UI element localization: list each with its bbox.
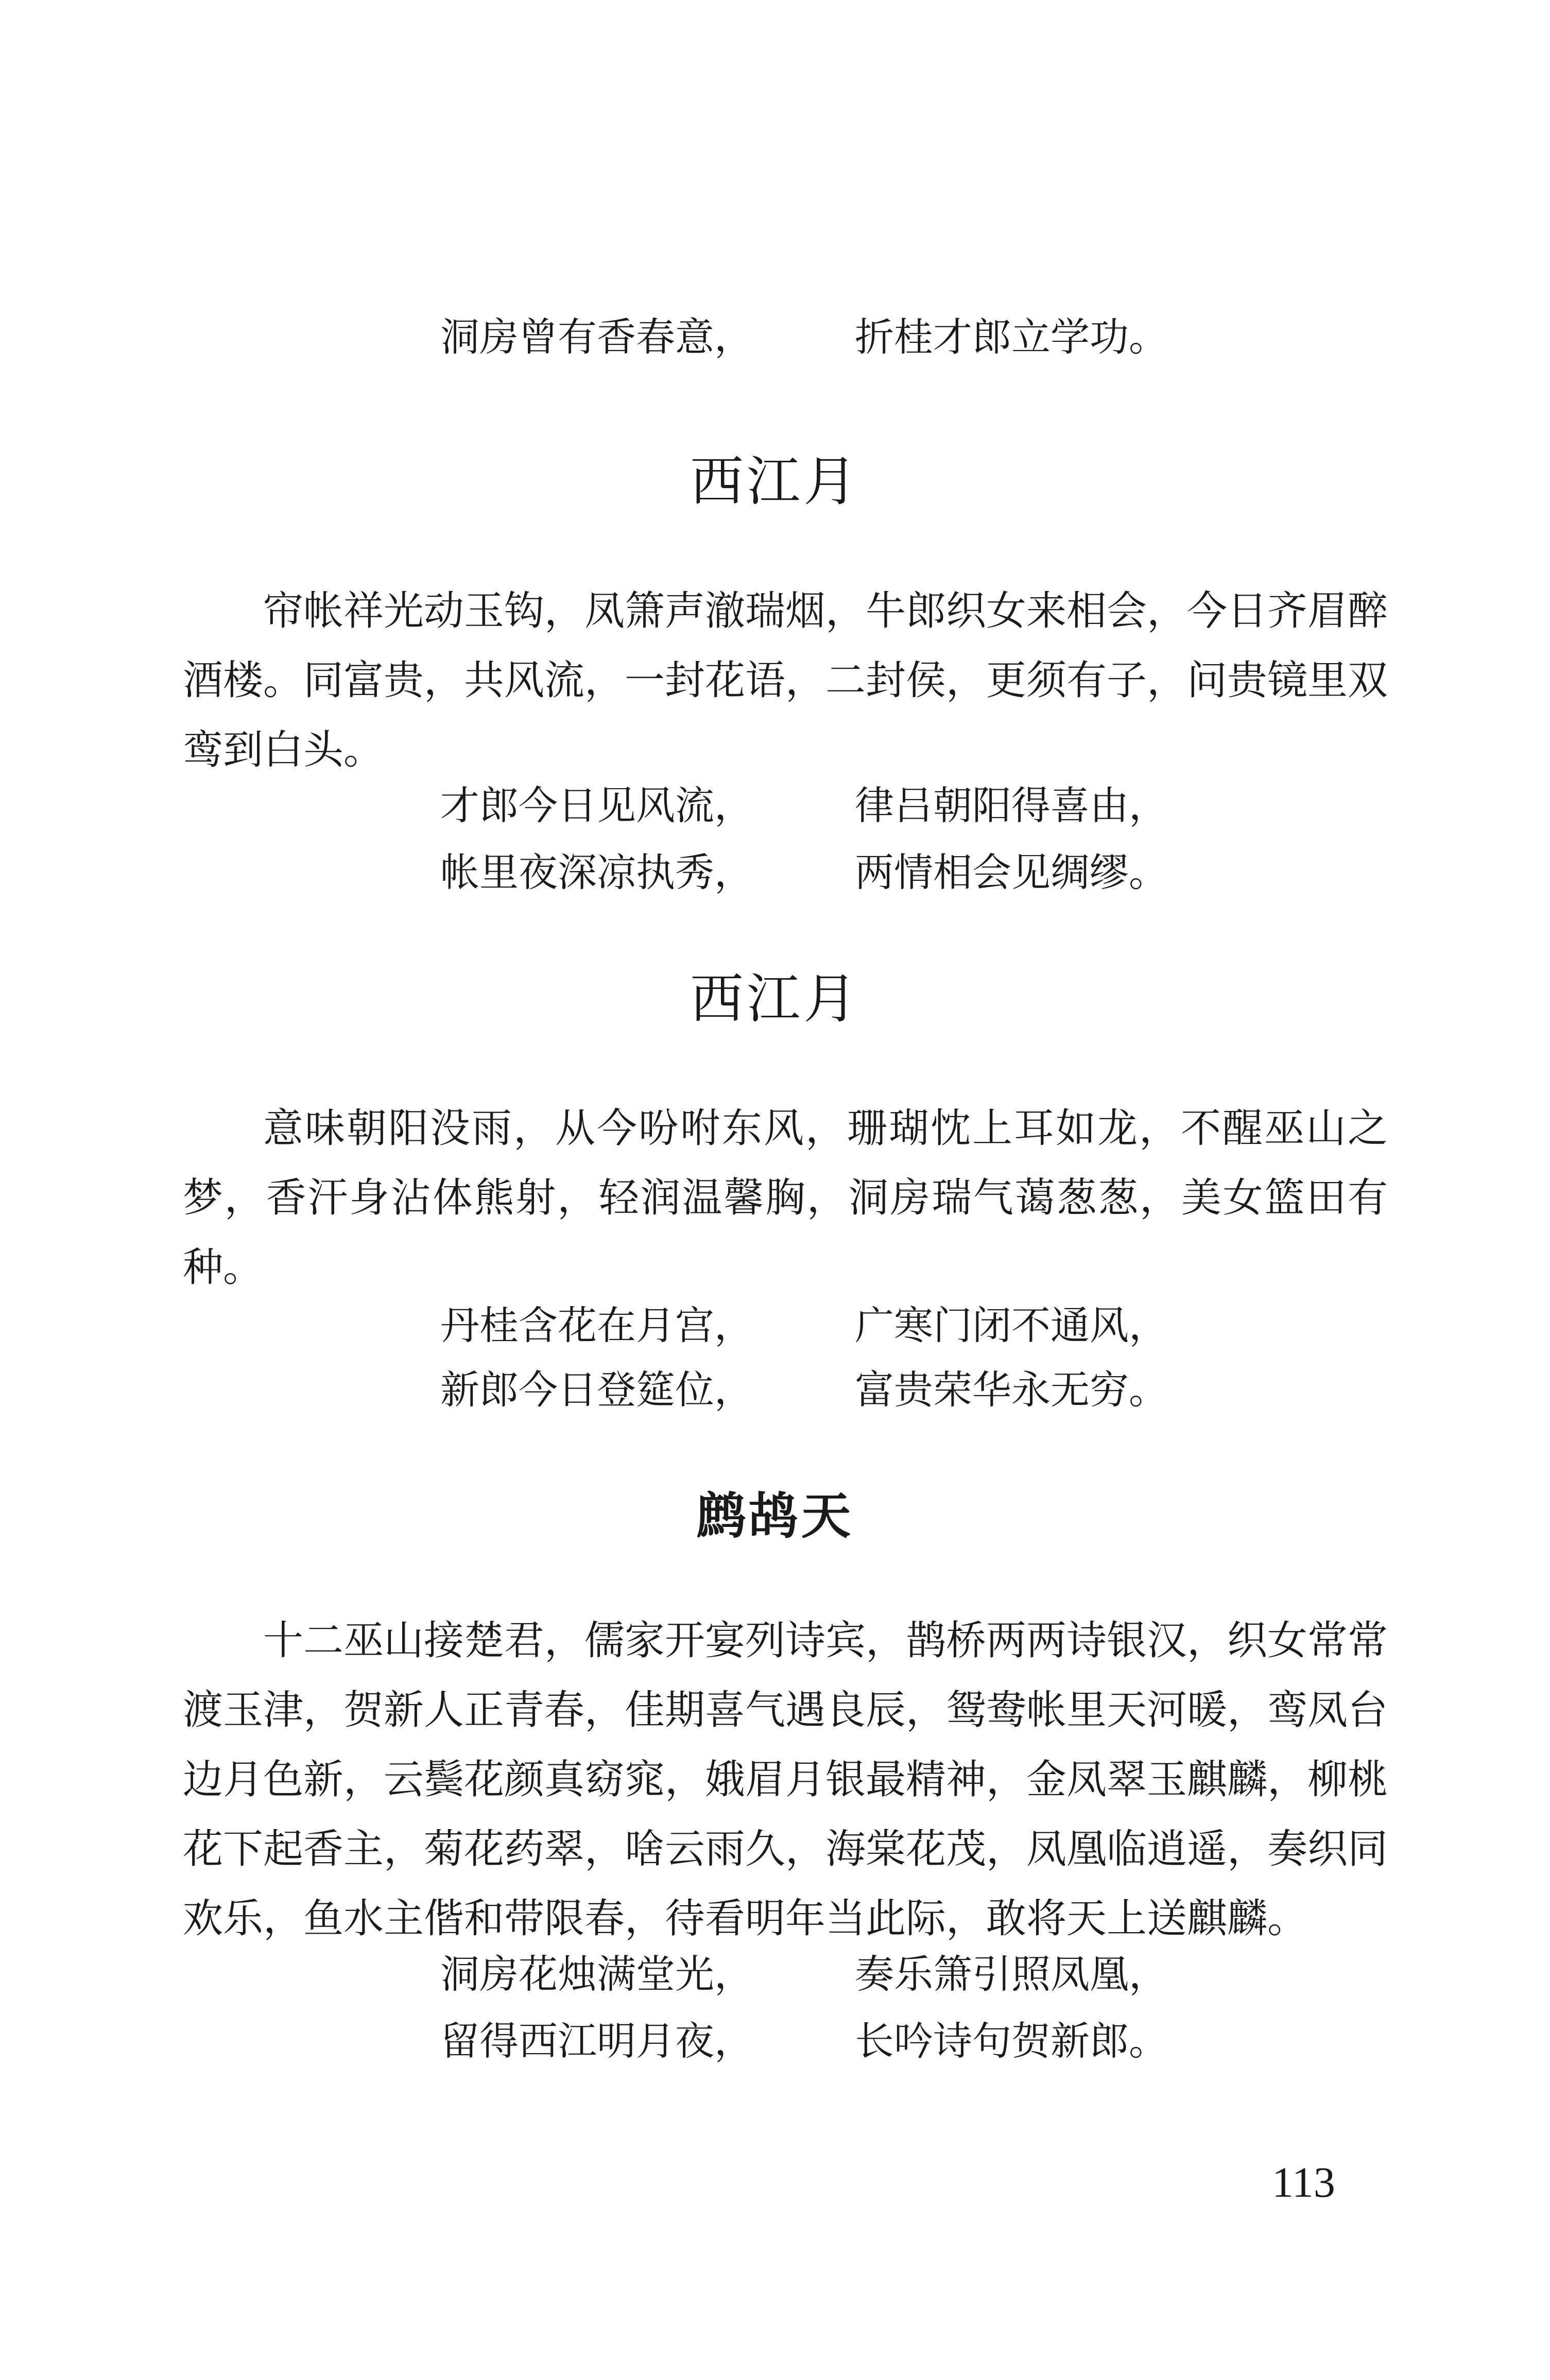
page-number: 113 xyxy=(1272,2159,1335,2207)
couplet-right: 折桂才郎立学功。 xyxy=(855,314,1168,360)
couplet-left: 留得西江明月夜， xyxy=(440,2018,753,2064)
couplet-left: 洞房曾有香春意， xyxy=(440,314,753,360)
section-paragraph: 帘帐祥光动玉钩，凤箫声澈瑞烟，牛郎织女来相会，今日齐眉醉酒楼。同富贵，共风流，一封花语，二封侯，更须有子，问贵镜里双鸾到白头。 xyxy=(183,588,1388,773)
couplet-right: 律吕朝阳得喜由， xyxy=(855,783,1168,828)
couplet-left: 新郎今日登筵位， xyxy=(440,1367,753,1413)
section-paragraph: 意味朝阳没雨，从今吩咐东风，珊瑚忱上耳如龙，不醒巫山之梦，香汗身沾体熊射，轻润温馨胸，洞房瑞气蔼葱葱，美女篮田有种。 xyxy=(183,1105,1388,1291)
couplet-right: 长吟诗句贺新郎。 xyxy=(855,2018,1168,2064)
section-title: 西江月 xyxy=(690,450,860,513)
couplet-line xyxy=(0,777,1550,834)
couplet-left: 洞房花烛满堂光， xyxy=(440,1951,753,1997)
section-title: 鹧鸪天 xyxy=(696,1487,854,1545)
couplet-left: 丹桂含花在月宫， xyxy=(440,1302,753,1348)
couplet-right: 两情相会见绸缪。 xyxy=(855,849,1168,895)
couplet-right: 富贵荣华永无穷。 xyxy=(855,1367,1168,1413)
couplet-line xyxy=(0,1362,1550,1418)
couplet-right: 奏乐箫引照凤凰， xyxy=(855,1951,1168,1997)
couplet-right: 广寒门闭不通风， xyxy=(855,1302,1168,1348)
couplet-left: 帐里夜深凉执秀， xyxy=(440,849,753,895)
section-paragraph: 十二巫山接楚君，儒家开宴列诗宾，鹊桥两两诗银汉，织女常常渡玉津，贺新人正青春，佳期喜气遇良辰，鸳鸯帐里天河暖，鸾凤台边月色新，云鬓花颜真窈窕，娥眉月银最精神，金凤翠玉麒麟，柳桃花下起香主，菊花药翠，啥云雨久，海棠花茂，凤凰临逍遥，奏织同欢乐，鱼水主偕和带限春，待看明年当此际，敢将天上送麒麟。 xyxy=(183,1618,1388,1942)
couplet-line xyxy=(0,1946,1550,2003)
top-couplet xyxy=(0,309,1550,366)
couplet-line xyxy=(0,2013,1550,2070)
section-title: 西江月 xyxy=(690,967,860,1030)
couplet-line xyxy=(0,1297,1550,1354)
couplet-line xyxy=(0,844,1550,901)
couplet-left: 才郎今日见风流， xyxy=(440,783,753,828)
